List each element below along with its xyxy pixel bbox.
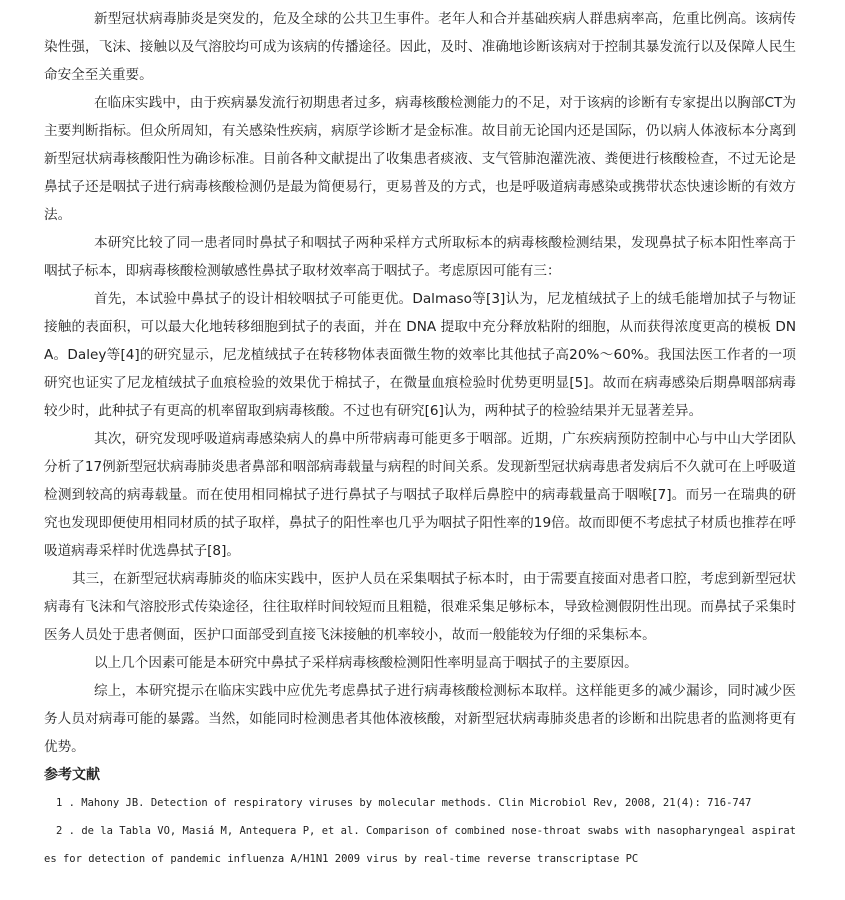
paragraph-conclusion: 综上，本研究提示在临床实践中应优先考虑鼻拭子进行病毒核酸检测标本取样。这样能更多的减少漏诊，同时减少医务人员对病毒可能的暴露。当然，如能同时检测患者其他体液核酸，对新型冠状病毒肺炎患者的诊断和出院患者的监测将更有优势。 xyxy=(44,683,796,755)
paragraph-first-reason: 首先，本试验中鼻拭子的设计相较咽拭子可能更优。Dalmaso等[3]认为，尼龙植绒拭子上的绒毛能增加拭子与物证接触的表面积，可以最大化地转移细胞到拭子的表面，并在 DNA 提取中充分释放粘附的细胞，从而获得浓度更高的模板 DNA。Daley等[4]的研究显示，尼龙植绒拭子在转移物体表面微生物的效率比其他拭子高20%～60%。我国法医工作者的一项研究也证实了尼龙植绒拭子血痕检验的效果优于棉拭子，在微量血痕检验时优势更明显[5]。故而在病毒感染后期鼻咽部病毒较少时，此种拭子有更高的机率留取到病毒核酸。不过也有研究[6]认为，两种拭子的检验结果并无显著差异。 xyxy=(44,291,796,419)
paragraph-clinical-practice: 在临床实践中，由于疾病暴发流行初期患者过多，病毒核酸检测能力的不足，对于该病的诊断有专家提出以胸部CT为主要判断指标。但众所周知，有关感染性疾病，病原学诊断才是金标准。故目前无论国内还是国际，仍以病人体液标本分离到新型冠状病毒核酸阳性为确诊标准。目前各种文献提出了收集患者痰液、支气管肺泡灌洗液、粪便进行核酸检查，不过无论是鼻拭子还是咽拭子进行病毒核酸检测仍是最为简便易行，更易普及的方式，也是呼吸道病毒感染或携带状态快速诊断的有效方法。 xyxy=(44,95,796,223)
paragraph-second-reason: 其次，研究发现呼吸道病毒感染病人的鼻中所带病毒可能更多于咽部。近期，广东疾病预防控制中心与中山大学团队分析了17例新型冠状病毒肺炎患者鼻部和咽部病毒载量与病程的时间关系。发现新型冠状病毒患者发病后不久就可在上呼吸道检测到较高的病毒载量。而在使用相同棉拭子进行鼻拭子与咽拭子取样后鼻腔中的病毒载量高于咽喉[7]。而另一在瑞典的研究也发现即便使用相同材质的拭子取样，鼻拭子的阳性率也几乎为咽拭子阳性率的19倍。故而即便不考虑拭子材质也推荐在呼吸道病毒采样时优选鼻拭子[8]。 xyxy=(44,431,796,559)
article-body xyxy=(44,5,796,873)
paragraph-intro: 新型冠状病毒肺炎是突发的，危及全球的公共卫生事件。老年人和合并基础疾病人群患病率高，危重比例高。该病传染性强，飞沫、接触以及气溶胶均可成为该病的传播途径。因此，及时、准确地诊断该病对于控制其暴发流行以及保障人民生命安全至关重要。 xyxy=(44,11,796,83)
reference-item: 1 . Mahony JB. Detection of respiratory viruses by molecular methods. Clin Microbiol Rev, 2008, 21(4): 716-747 xyxy=(56,797,752,809)
paragraph-summary-reasons: 以上几个因素可能是本研究中鼻拭子采样病毒核酸检测阳性率明显高于咽拭子的主要原因。 xyxy=(94,655,638,671)
paragraph-third-reason: 其三，在新型冠状病毒肺炎的临床实践中，医护人员在采集咽拭子标本时，由于需要直接面对患者口腔，考虑到新型冠状病毒有飞沫和气溶胶形式传染途径，往往取样时间较短而且粗糙，很难采集足够标本，导致检测假阴性出现。而鼻拭子采集时医务人员处于患者侧面，医护口面部受到直接飞沫接触的机率较小，故而一般能较为仔细的采集标本。 xyxy=(44,571,796,643)
references-heading: 参考文献 xyxy=(44,767,100,783)
paragraph-study-comparison: 本研究比较了同一患者同时鼻拭子和咽拭子两种采样方式所取标本的病毒核酸检测结果，发现鼻拭子标本阳性率高于咽拭子标本，即病毒核酸检测敏感性鼻拭子取材效率高于咽拭子。考虑原因可能有三： xyxy=(44,235,796,279)
reference-item: 2 . de la Tabla VO, Masiá M, Antequera P, et al. Comparison of combined nose-throat swabs with nasopharyngeal aspirates for detection of pandemic influenza A/H1N1 2009 virus by real-time reverse transcriptase PC xyxy=(44,825,796,865)
